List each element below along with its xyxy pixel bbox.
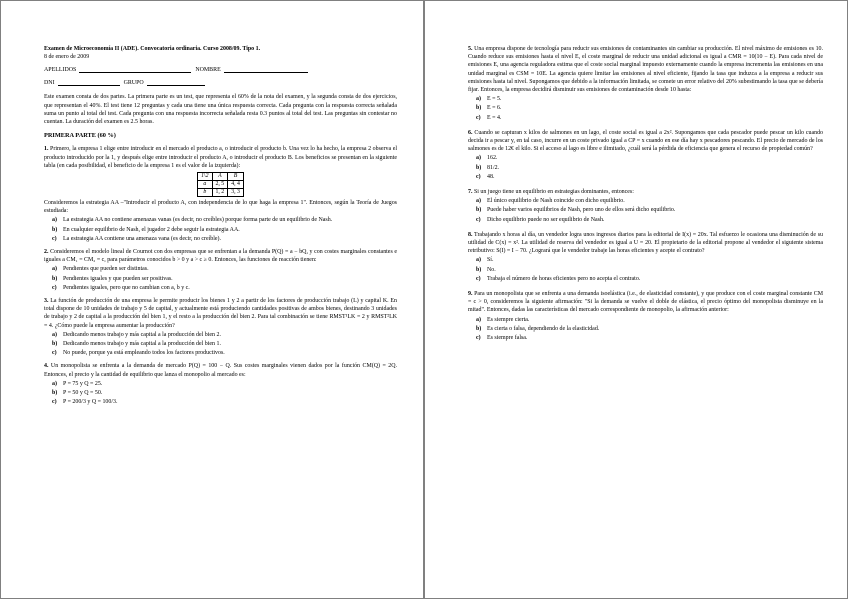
exam-page-left	[1, 1, 423, 598]
question-number: 3.	[44, 298, 49, 305]
option-text: Puede haber varios equilibrios de Nash, pero uno de ellos será dicho equilibrio.	[487, 207, 676, 214]
exam-date: 8 de enero de 2009	[44, 54, 90, 61]
question-2	[44, 248, 397, 292]
question-number: 8.	[468, 231, 473, 238]
option-text: En cualquier equilibrio de Nash, el jugador 2 debe seguir la estrategia AA.	[63, 226, 240, 233]
answer-option-c[interactable]	[476, 173, 823, 181]
table-row-header: b	[198, 189, 212, 197]
option-letter: a)	[476, 155, 481, 162]
option-letter: a)	[52, 331, 57, 338]
section-title: PRIMERA PARTE (60 %)	[44, 132, 116, 140]
name-fields-row	[44, 65, 397, 74]
answer-option-a[interactable]	[52, 216, 397, 224]
answer-option-c[interactable]	[476, 334, 823, 342]
table-row-header: a	[198, 181, 212, 189]
answer-option-b[interactable]	[476, 325, 823, 333]
answer-option-b[interactable]	[52, 389, 397, 397]
question-text: Cuando se capturan x kilos de salmones en un lago, el coste social es igual a 2x². Supongamos que cada pescador puede pescar un kilo cuando decida ir a pescar y, en tal caso, incurre en un coste privado igual a CP = x cuando en ese día hay x pescadores pescando. El precio de mercado de los salmones es de 12€ el kilo. Si el acceso al lago es libre e ilimitado, ¿cuál será la pérdida de eficiencia que genera el recurso de propiedad común?	[468, 129, 824, 153]
question-text: Una empresa dispone de tecnología para reducir sus emisiones de contaminantes sin cambiar su producción. El nivel máximo de emisiones es 10. Cuando reduce sus emisiones hasta el nivel E, el coste marginal de reducir una unidad adicional es igual a CMR = 10(10 − E). Para cada nivel de emisiones E, una agencia reguladora estima que el coste social marginal impuesto externamente cuando la empresa incrementa las emisiones en una unidad marginal es CSM = 10E. La agencia quiere limitar las emisiones al nivel eficiente, fijando la tasa que induzca a la empresa a reducir sus emisiones hasta tal nivel. Supongamos que debido a la información limitada, se comete un error relativo del 20% subestimando la tasa que se debería fijar. Entonces, la empresa decidirá disminuir sus emisiones de contaminación desde 10 hasta:	[468, 46, 824, 94]
option-text: Pendientes iguales, pero que no cambian con a, b y c.	[63, 284, 190, 291]
question-text: Primero, la empresa 1 elige entre introducir en el mercado el producto a, o introducir el producto b. Una vez lo ha hecho, la empresa 2 observa el producto introducido por la 1, y después elige entre introducir el producto A, o introducir el producto B. Los beneficios se presentan en la siguiente tabla (en cada posibilidad, el beneficio de la empresa 1 es el valor de la izquierda):	[44, 146, 398, 169]
option-text: Dedicando menos trabajo y más capital a la producción del bien 1.	[63, 341, 221, 348]
nombre-field[interactable]	[224, 66, 308, 73]
answer-option-c[interactable]	[52, 398, 397, 406]
exam-instructions: Este examen consta de dos partes. La primera parte es un test, que representa el 60% de la nota del examen, y la segunda consta de dos ejercicios, que representan el 40%. El test tiene 12 preguntas y cada una tiene una única respuesta correcta. Cada pregunta con la respuesta correcta señalada suma un punto al total del test. Cada pregunta con una respuesta incorrecta señalada resta 0.3 puntos al total del test. Las preguntas sin contestar no cuentan. La duración del examen es 2.5 horas.	[44, 94, 397, 126]
answer-option-a[interactable]	[476, 197, 823, 205]
option-text: Trabaja el número de horas eficientes pero no acepta el contrato.	[487, 275, 641, 282]
option-text: La estrategia AA no contiene amenazas vanas (es decir, no creíbles) porque forma parte de un equilibrio de Nash.	[63, 217, 333, 224]
option-text: Es siempre falsa.	[487, 335, 528, 342]
answer-option-b[interactable]	[52, 226, 397, 234]
answer-option-a[interactable]	[476, 95, 823, 103]
right-page-content	[468, 45, 823, 343]
answer-option-c[interactable]	[52, 235, 397, 243]
answer-option-c[interactable]	[52, 349, 397, 357]
grupo-label: GRUPO	[123, 80, 144, 87]
nombre-label: NOMBRE	[195, 67, 221, 74]
option-letter: a)	[52, 266, 57, 273]
option-text: El único equilibrio de Nash coincide con dicho equilibrio.	[487, 198, 625, 205]
question-9	[468, 290, 823, 342]
option-text: P = 200/3 y Q = 100/3.	[63, 399, 118, 406]
question-8	[468, 231, 823, 283]
option-text: No puede, porque ya está empleando todos los factores productivos.	[63, 350, 225, 357]
table-cell: 1, 2	[212, 189, 228, 197]
exam-title: Examen de Microeconomía II (ADE). Convocatoria ordinaria. Curso 2008/09. Tipo 1.	[44, 46, 261, 52]
table-corner: 1\2	[198, 173, 212, 181]
question-number: 1.	[44, 146, 49, 153]
answer-option-b[interactable]	[476, 164, 823, 172]
answer-option-b[interactable]	[476, 104, 823, 112]
exam-page-right	[425, 1, 847, 598]
answer-options	[468, 154, 823, 181]
question-3	[44, 297, 397, 357]
option-letter: b)	[52, 226, 58, 233]
option-text: E = 4.	[487, 114, 502, 121]
option-letter: b)	[476, 266, 482, 273]
option-letter: c)	[52, 399, 57, 406]
answer-option-b[interactable]	[52, 275, 397, 283]
answer-option-a[interactable]	[476, 256, 823, 264]
table-cell: 3, 3	[228, 189, 244, 197]
question-number: 2.	[44, 249, 49, 256]
question-4	[44, 362, 397, 406]
answer-option-a[interactable]	[52, 380, 397, 388]
option-letter: b)	[476, 105, 482, 112]
answer-options	[44, 216, 397, 243]
option-letter: c)	[476, 114, 481, 121]
answer-options	[44, 380, 397, 407]
option-text: Pendientes que pueden ser distintas.	[63, 266, 149, 273]
option-letter: c)	[476, 275, 481, 282]
answer-option-c[interactable]	[476, 216, 823, 224]
question-5	[468, 45, 823, 122]
option-text: 48.	[487, 173, 495, 180]
option-text: E = 6.	[487, 105, 502, 112]
option-letter: b)	[52, 390, 58, 397]
option-text: P = 75 y Q = 25.	[63, 380, 103, 387]
id-fields-row	[44, 78, 397, 87]
option-letter: a)	[476, 96, 481, 103]
question-7	[468, 188, 823, 224]
option-letter: b)	[52, 275, 58, 282]
dni-field[interactable]	[58, 79, 120, 86]
answer-option-b[interactable]	[476, 266, 823, 274]
answer-options	[468, 95, 823, 122]
grupo-field[interactable]	[147, 79, 205, 86]
option-letter: a)	[52, 380, 57, 387]
answer-options	[44, 265, 397, 292]
option-text: Dicho equilibrio puede no ser equilibrio de Nash.	[487, 216, 605, 223]
option-letter: a)	[476, 316, 481, 323]
answer-options	[468, 256, 823, 283]
question-text: Trabajando x horas al día, un vendedor logra unos ingresos diarios para la editorial de I(x) = 20x. Tal esfuerzo le ocasiona una disminución de su utilidad de C(x) = x². La utilidad de reserva del vendedor es igual a U = 20. El propietario de la editorial propone al vendedor el siguiente sistema retributivo: S(I) = I − 70. ¿Logrará que le vendedor trabaje las horas eficientes y acepte el contrato?	[468, 231, 823, 255]
question-text: Para un monopolista que se enfrenta a una demanda isoelástica (i.e., de elasticidad constante), y que produce con el coste marginal constante CM = c > 0, consideremos la siguiente afirmación: "Si la demanda se vuelve el doble de elástica, el precio óptimo del monopolista disminuye en la mitad". Entonces, dadas las características del mercado correspondiente de monopolio, la afirmación anterior:	[468, 291, 823, 314]
table-col-header: A	[212, 173, 228, 181]
option-letter: c)	[52, 350, 57, 357]
table-cell: 4, 4	[228, 181, 244, 189]
option-letter: a)	[476, 198, 481, 205]
option-text: Sí.	[487, 257, 494, 264]
option-letter: c)	[476, 335, 481, 342]
option-letter: b)	[476, 207, 482, 214]
answer-options	[44, 331, 397, 358]
option-text: P = 50 y Q = 50.	[63, 390, 103, 397]
option-text: 81/2.	[487, 164, 500, 171]
question-text-continued: Consideremos la estrategia AA –"Introducir el producto A, con independencia de lo que haga la empresa 1". Entonces, según la Teoría de Juegos estudiada:	[44, 200, 397, 215]
question-text: Consideremos el modelo lineal de Cournot con dos empresas que se enfrentan a la demanda P(Q) = a − bQ, y con costes marginales constantes e iguales a CM₁ = CM₂ = c, para parámetros conocidos b > 0 y a > c ≥ 0. Entonces, las funciones de reacción tienen:	[44, 249, 398, 264]
table-cell: 2, 5	[212, 181, 228, 189]
option-text: Es siempre cierta.	[487, 316, 530, 323]
payoff-table	[197, 172, 244, 197]
question-text: La función de producción de una empresa le permite producir los bienes 1 y 2 a partir de los factores de producción trabajo (L) y capital K. En total dispone de 10 unidades de trabajo y 5 de capital, y actualmente está produciendo cantidades positivas de ambos bienes, destinando 3 unidades de trabajo y 2 de capital a la producción del bien 1, y el resto a la producción del bien 2. Para tal combinación se tiene RMST¹LK = 2 y RMST²LK = 4. ¿Cómo puede la empresa aumentar la producción?	[44, 298, 397, 329]
option-text: E = 5.	[487, 96, 502, 103]
answer-option-c[interactable]	[52, 284, 397, 292]
option-letter: c)	[52, 284, 57, 291]
option-letter: b)	[476, 164, 482, 171]
option-letter: b)	[476, 325, 482, 332]
option-text: Pendientes iguales y que pueden ser positivas.	[63, 275, 173, 282]
answer-options	[468, 316, 823, 343]
answer-option-c[interactable]	[476, 114, 823, 122]
answer-option-b[interactable]	[476, 206, 823, 214]
question-number: 5.	[468, 46, 473, 52]
option-text: 162.	[487, 155, 498, 162]
option-letter: c)	[476, 216, 481, 223]
apellidos-field[interactable]	[79, 66, 191, 73]
option-letter: c)	[476, 173, 481, 180]
left-page-content	[44, 45, 397, 408]
answer-option-a[interactable]	[52, 331, 397, 339]
dni-label: DNI	[44, 80, 55, 87]
option-letter: a)	[52, 217, 57, 224]
question-number: 7.	[468, 189, 473, 196]
question-number: 9.	[468, 291, 473, 298]
answer-option-a[interactable]	[52, 265, 397, 273]
answer-option-a[interactable]	[476, 154, 823, 162]
answer-option-a[interactable]	[476, 316, 823, 324]
question-number: 6.	[468, 129, 473, 136]
option-text: Dedicando menos trabajo y más capital a la producción del bien 2.	[63, 331, 221, 338]
option-letter: c)	[52, 235, 57, 242]
option-text: Es cierta o falsa, dependiendo de la elasticidad.	[487, 325, 600, 332]
question-6	[468, 129, 823, 181]
question-text: Un monopolista se enfrenta a la demanda de mercado P(Q) = 100 − Q. Sus costes marginales vienen dados por la función CM(Q) = 2Q. Entonces, el precio y la cantidad de equilibrio que lanza el monopolio al mercado es:	[44, 363, 397, 378]
option-letter: a)	[476, 257, 481, 264]
question-number: 4.	[44, 363, 49, 370]
option-text: La estrategia AA contiene una amenaza vana (es decir, no creíble).	[63, 235, 222, 242]
answer-options	[468, 197, 823, 224]
apellidos-label: APELLIDOS	[44, 67, 77, 74]
question-1	[44, 145, 397, 243]
option-text: No.	[487, 266, 496, 273]
answer-option-c[interactable]	[476, 275, 823, 283]
table-col-header: B	[228, 173, 244, 181]
answer-option-b[interactable]	[52, 340, 397, 348]
option-letter: b)	[52, 341, 58, 348]
question-text: Si un juego tiene un equilibrio en estrategias dominantes, entonces:	[473, 189, 634, 196]
